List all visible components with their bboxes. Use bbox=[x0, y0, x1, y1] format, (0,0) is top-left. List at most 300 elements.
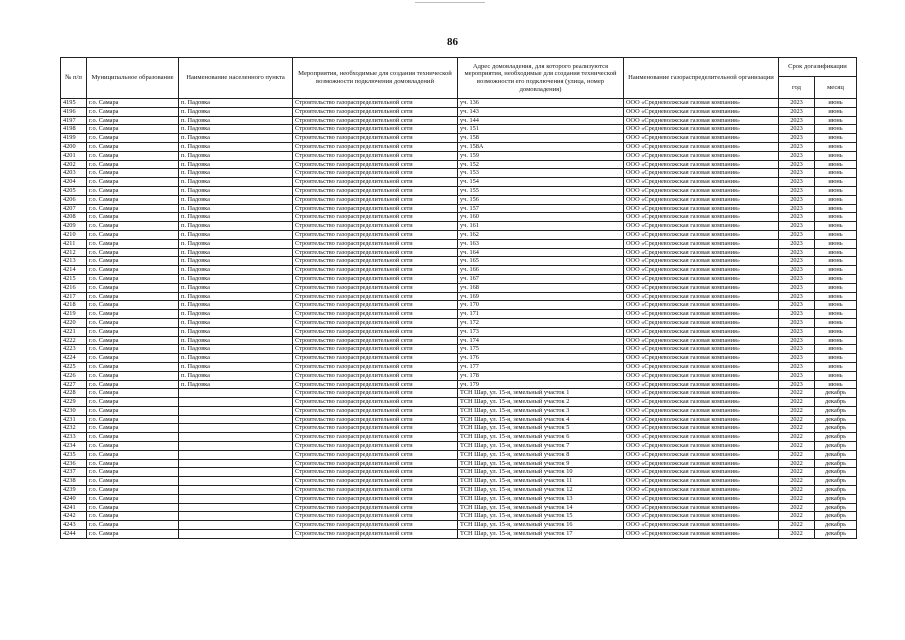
cell-settlement: п. Падовка bbox=[179, 362, 293, 371]
cell-num: 4208 bbox=[61, 213, 87, 222]
cell-month: июнь bbox=[815, 327, 857, 336]
cell-settlement: п. Падовка bbox=[179, 151, 293, 160]
cell-month: июнь bbox=[815, 160, 857, 169]
cell-year: 2023 bbox=[779, 178, 815, 187]
cell-num: 4197 bbox=[61, 116, 87, 125]
cell-municipality: г.о. Самара bbox=[87, 494, 179, 503]
cell-measure: Строительство газораспределительной сети bbox=[293, 107, 458, 116]
table-row bbox=[61, 477, 857, 486]
cell-month: июнь bbox=[815, 125, 857, 134]
cell-organization: ООО «Средневолжская газовая компания» bbox=[624, 160, 779, 169]
table-row bbox=[61, 178, 857, 187]
cell-settlement: п. Падовка bbox=[179, 230, 293, 239]
cell-month: июнь bbox=[815, 274, 857, 283]
cell-organization: ООО «Средневолжская газовая компания» bbox=[624, 494, 779, 503]
cell-month: декабрь bbox=[815, 424, 857, 433]
cell-month: июнь bbox=[815, 230, 857, 239]
cell-num: 4235 bbox=[61, 450, 87, 459]
cell-municipality: г.о. Самара bbox=[87, 283, 179, 292]
cell-month: июнь bbox=[815, 186, 857, 195]
cell-municipality: г.о. Самара bbox=[87, 398, 179, 407]
cell-settlement bbox=[179, 406, 293, 415]
cell-year: 2023 bbox=[779, 230, 815, 239]
cell-municipality: г.о. Самара bbox=[87, 274, 179, 283]
cell-municipality: г.о. Самара bbox=[87, 336, 179, 345]
cell-address: уч. 162 bbox=[458, 230, 624, 239]
cell-municipality: г.о. Самара bbox=[87, 389, 179, 398]
cell-address: уч. 155 bbox=[458, 186, 624, 195]
cell-organization: ООО «Средневолжская газовая компания» bbox=[624, 477, 779, 486]
cell-municipality: г.о. Самара bbox=[87, 257, 179, 266]
cell-year: 2022 bbox=[779, 415, 815, 424]
cell-settlement bbox=[179, 512, 293, 521]
cell-year: 2023 bbox=[779, 318, 815, 327]
cell-municipality: г.о. Самара bbox=[87, 486, 179, 495]
cell-month: июнь bbox=[815, 354, 857, 363]
cell-address: уч. 164 bbox=[458, 248, 624, 257]
cell-settlement: п. Падовка bbox=[179, 142, 293, 151]
cell-settlement: п. Падовка bbox=[179, 301, 293, 310]
cell-settlement: п. Падовка bbox=[179, 257, 293, 266]
cell-month: декабрь bbox=[815, 494, 857, 503]
header-month: месяц bbox=[815, 77, 857, 99]
cell-year: 2023 bbox=[779, 292, 815, 301]
table-row bbox=[61, 230, 857, 239]
cell-month: июнь bbox=[815, 257, 857, 266]
cell-measure: Строительство газораспределительной сети bbox=[293, 134, 458, 143]
cell-num: 4220 bbox=[61, 318, 87, 327]
cell-address: уч. 170 bbox=[458, 301, 624, 310]
cell-settlement: п. Падовка bbox=[179, 318, 293, 327]
cell-measure: Строительство газораспределительной сети bbox=[293, 151, 458, 160]
cell-organization: ООО «Средневолжская газовая компания» bbox=[624, 310, 779, 319]
cell-address: уч. 174 bbox=[458, 336, 624, 345]
cell-settlement: п. Падовка bbox=[179, 354, 293, 363]
cell-address: уч. 176 bbox=[458, 354, 624, 363]
cell-municipality: г.о. Самара bbox=[87, 345, 179, 354]
cell-measure: Строительство газораспределительной сети bbox=[293, 160, 458, 169]
cell-measure: Строительство газораспределительной сети bbox=[293, 530, 458, 539]
cell-year: 2023 bbox=[779, 160, 815, 169]
cell-measure: Строительство газораспределительной сети bbox=[293, 125, 458, 134]
cell-year: 2023 bbox=[779, 169, 815, 178]
cell-measure: Строительство газораспределительной сети bbox=[293, 195, 458, 204]
header-municipality: Муниципальное образование bbox=[87, 58, 179, 99]
cell-month: июнь bbox=[815, 116, 857, 125]
cell-municipality: г.о. Самара bbox=[87, 433, 179, 442]
cell-year: 2022 bbox=[779, 442, 815, 451]
cell-address: уч. 175 bbox=[458, 345, 624, 354]
cell-year: 2023 bbox=[779, 239, 815, 248]
cell-settlement bbox=[179, 398, 293, 407]
header-row bbox=[61, 58, 857, 77]
cell-municipality: г.о. Самара bbox=[87, 248, 179, 257]
table-row bbox=[61, 433, 857, 442]
cell-month: декабрь bbox=[815, 415, 857, 424]
cell-year: 2022 bbox=[779, 468, 815, 477]
cell-municipality: г.о. Самара bbox=[87, 239, 179, 248]
cell-year: 2022 bbox=[779, 486, 815, 495]
cell-address: ТСН Шар, ул. 15-я, земельный участок 17 bbox=[458, 530, 624, 539]
cell-organization: ООО «Средневолжская газовая компания» bbox=[624, 195, 779, 204]
table-row bbox=[61, 486, 857, 495]
cell-address: уч. 163 bbox=[458, 239, 624, 248]
cell-year: 2023 bbox=[779, 327, 815, 336]
cell-organization: ООО «Средневолжская газовая компания» bbox=[624, 530, 779, 539]
cell-municipality: г.о. Самара bbox=[87, 371, 179, 380]
cell-organization: ООО «Средневолжская газовая компания» bbox=[624, 222, 779, 231]
cell-measure: Строительство газораспределительной сети bbox=[293, 433, 458, 442]
cell-settlement bbox=[179, 486, 293, 495]
cell-year: 2023 bbox=[779, 301, 815, 310]
table-row bbox=[61, 239, 857, 248]
cell-month: декабрь bbox=[815, 459, 857, 468]
cell-year: 2023 bbox=[779, 125, 815, 134]
cell-month: июнь bbox=[815, 292, 857, 301]
cell-measure: Строительство газораспределительной сети bbox=[293, 486, 458, 495]
cell-settlement: п. Падовка bbox=[179, 186, 293, 195]
cell-municipality: г.о. Самара bbox=[87, 477, 179, 486]
cell-settlement: п. Падовка bbox=[179, 283, 293, 292]
cell-settlement: п. Падовка bbox=[179, 222, 293, 231]
cell-settlement: п. Падовка bbox=[179, 371, 293, 380]
cell-year: 2023 bbox=[779, 142, 815, 151]
cell-address: уч. 168 bbox=[458, 283, 624, 292]
cell-settlement: п. Падовка bbox=[179, 204, 293, 213]
cell-organization: ООО «Средневолжская газовая компания» bbox=[624, 125, 779, 134]
cell-organization: ООО «Средневолжская газовая компания» bbox=[624, 274, 779, 283]
cell-settlement: п. Падовка bbox=[179, 239, 293, 248]
table-row bbox=[61, 195, 857, 204]
cell-num: 4201 bbox=[61, 151, 87, 160]
cell-municipality: г.о. Самара bbox=[87, 318, 179, 327]
cell-organization: ООО «Средневолжская газовая компания» bbox=[624, 512, 779, 521]
cell-settlement bbox=[179, 415, 293, 424]
cell-year: 2023 bbox=[779, 380, 815, 389]
cell-municipality: г.о. Самара bbox=[87, 160, 179, 169]
page-number: 86 bbox=[447, 36, 458, 48]
cell-num: 4241 bbox=[61, 503, 87, 512]
cell-year: 2022 bbox=[779, 433, 815, 442]
cell-month: июнь bbox=[815, 248, 857, 257]
cell-address: ТСН Шар, ул. 15-я, земельный участок 6 bbox=[458, 433, 624, 442]
table-row bbox=[61, 521, 857, 530]
cell-month: декабрь bbox=[815, 433, 857, 442]
table-row bbox=[61, 257, 857, 266]
cell-month: декабрь bbox=[815, 477, 857, 486]
cell-address: ТСН Шар, ул. 15-я, земельный участок 10 bbox=[458, 468, 624, 477]
table-row bbox=[61, 274, 857, 283]
cell-num: 4221 bbox=[61, 327, 87, 336]
header-settlement: Наименование населенного пункта bbox=[179, 58, 293, 99]
table-row bbox=[61, 142, 857, 151]
table-row bbox=[61, 222, 857, 231]
cell-settlement bbox=[179, 477, 293, 486]
cell-year: 2022 bbox=[779, 406, 815, 415]
cell-year: 2023 bbox=[779, 222, 815, 231]
cell-measure: Строительство газораспределительной сети bbox=[293, 318, 458, 327]
cell-municipality: г.о. Самара bbox=[87, 415, 179, 424]
cell-municipality: г.о. Самара bbox=[87, 213, 179, 222]
cell-month: июнь bbox=[815, 362, 857, 371]
cell-measure: Строительство газораспределительной сети bbox=[293, 283, 458, 292]
table-row bbox=[61, 398, 857, 407]
cell-municipality: г.о. Самара bbox=[87, 116, 179, 125]
table-row bbox=[61, 380, 857, 389]
cell-municipality: г.о. Самара bbox=[87, 530, 179, 539]
cell-num: 4229 bbox=[61, 398, 87, 407]
table-row bbox=[61, 327, 857, 336]
cell-num: 4198 bbox=[61, 125, 87, 134]
cell-measure: Строительство газораспределительной сети bbox=[293, 354, 458, 363]
table-row bbox=[61, 336, 857, 345]
cell-address: уч. 166 bbox=[458, 266, 624, 275]
table-row bbox=[61, 503, 857, 512]
cell-num: 4240 bbox=[61, 494, 87, 503]
cell-month: декабрь bbox=[815, 503, 857, 512]
table-row bbox=[61, 354, 857, 363]
cell-settlement bbox=[179, 450, 293, 459]
table-row bbox=[61, 494, 857, 503]
cell-settlement: п. Падовка bbox=[179, 125, 293, 134]
cell-year: 2023 bbox=[779, 354, 815, 363]
cell-num: 4224 bbox=[61, 354, 87, 363]
cell-measure: Строительство газораспределительной сети bbox=[293, 257, 458, 266]
cell-settlement: п. Падовка bbox=[179, 99, 293, 108]
cell-municipality: г.о. Самара bbox=[87, 503, 179, 512]
cell-municipality: г.о. Самара bbox=[87, 468, 179, 477]
cell-settlement bbox=[179, 424, 293, 433]
cell-address: ТСН Шар, ул. 15-я, земельный участок 9 bbox=[458, 459, 624, 468]
cell-measure: Строительство газораспределительной сети bbox=[293, 389, 458, 398]
cell-year: 2023 bbox=[779, 186, 815, 195]
cell-organization: ООО «Средневолжская газовая компания» bbox=[624, 398, 779, 407]
cell-measure: Строительство газораспределительной сети bbox=[293, 292, 458, 301]
cell-measure: Строительство газораспределительной сети bbox=[293, 239, 458, 248]
cell-settlement bbox=[179, 389, 293, 398]
cell-num: 4223 bbox=[61, 345, 87, 354]
cell-municipality: г.о. Самара bbox=[87, 178, 179, 187]
cell-organization: ООО «Средневолжская газовая компания» bbox=[624, 380, 779, 389]
table-row bbox=[61, 318, 857, 327]
cell-settlement bbox=[179, 521, 293, 530]
cell-month: июнь bbox=[815, 336, 857, 345]
cell-address: ТСН Шар, ул. 15-я, земельный участок 16 bbox=[458, 521, 624, 530]
cell-address: уч. 152 bbox=[458, 160, 624, 169]
cell-month: декабрь bbox=[815, 521, 857, 530]
cell-address: уч. 143 bbox=[458, 107, 624, 116]
cell-municipality: г.о. Самара bbox=[87, 230, 179, 239]
cell-month: июнь bbox=[815, 195, 857, 204]
cell-year: 2023 bbox=[779, 283, 815, 292]
cell-organization: ООО «Средневолжская газовая компания» bbox=[624, 204, 779, 213]
cell-measure: Строительство газораспределительной сети bbox=[293, 169, 458, 178]
table-row bbox=[61, 371, 857, 380]
cell-settlement bbox=[179, 530, 293, 539]
table-row bbox=[61, 530, 857, 539]
cell-num: 4214 bbox=[61, 266, 87, 275]
cell-year: 2023 bbox=[779, 266, 815, 275]
table-row bbox=[61, 450, 857, 459]
cell-municipality: г.о. Самара bbox=[87, 266, 179, 275]
cell-municipality: г.о. Самара bbox=[87, 195, 179, 204]
cell-year: 2022 bbox=[779, 503, 815, 512]
cell-settlement bbox=[179, 459, 293, 468]
cell-month: июнь bbox=[815, 283, 857, 292]
cell-municipality: г.о. Самара bbox=[87, 125, 179, 134]
table-row bbox=[61, 468, 857, 477]
table-body bbox=[61, 99, 857, 539]
cell-measure: Строительство газораспределительной сети bbox=[293, 266, 458, 275]
cell-organization: ООО «Средневолжская газовая компания» bbox=[624, 107, 779, 116]
table-row bbox=[61, 169, 857, 178]
cell-organization: ООО «Средневолжская газовая компания» bbox=[624, 503, 779, 512]
cell-num: 4222 bbox=[61, 336, 87, 345]
cell-num: 4207 bbox=[61, 204, 87, 213]
cell-address: уч. 158 bbox=[458, 134, 624, 143]
cell-municipality: г.о. Самара bbox=[87, 380, 179, 389]
cell-settlement: п. Падовка bbox=[179, 380, 293, 389]
cell-settlement bbox=[179, 442, 293, 451]
cell-year: 2023 bbox=[779, 274, 815, 283]
cell-organization: ООО «Средневолжская газовая компания» bbox=[624, 169, 779, 178]
cell-year: 2023 bbox=[779, 99, 815, 108]
cell-num: 4215 bbox=[61, 274, 87, 283]
header-organization: Наименование газораспределительной организации bbox=[624, 58, 779, 99]
table-row bbox=[61, 424, 857, 433]
cell-municipality: г.о. Самара bbox=[87, 301, 179, 310]
table-row bbox=[61, 248, 857, 257]
table-row bbox=[61, 160, 857, 169]
cell-measure: Строительство газораспределительной сети bbox=[293, 345, 458, 354]
cell-organization: ООО «Средневолжская газовая компания» bbox=[624, 178, 779, 187]
cell-month: июнь bbox=[815, 345, 857, 354]
cell-month: июнь bbox=[815, 204, 857, 213]
table-row bbox=[61, 292, 857, 301]
cell-month: июнь bbox=[815, 318, 857, 327]
cell-measure: Строительство газораспределительной сети bbox=[293, 116, 458, 125]
cell-organization: ООО «Средневолжская газовая компания» bbox=[624, 371, 779, 380]
cell-organization: ООО «Средневолжская газовая компания» bbox=[624, 362, 779, 371]
cell-organization: ООО «Средневолжская газовая компания» bbox=[624, 292, 779, 301]
cell-num: 4202 bbox=[61, 160, 87, 169]
cell-address: ТСН Шар, ул. 15-я, земельный участок 7 bbox=[458, 442, 624, 451]
cell-num: 4239 bbox=[61, 486, 87, 495]
cell-measure: Строительство газораспределительной сети bbox=[293, 371, 458, 380]
cell-organization: ООО «Средневолжская газовая компания» bbox=[624, 318, 779, 327]
cell-measure: Строительство газораспределительной сети bbox=[293, 99, 458, 108]
cell-measure: Строительство газораспределительной сети bbox=[293, 362, 458, 371]
header-year: год bbox=[779, 77, 815, 99]
cell-settlement: п. Падовка bbox=[179, 169, 293, 178]
cell-measure: Строительство газораспределительной сети bbox=[293, 222, 458, 231]
table-row bbox=[61, 459, 857, 468]
cell-measure: Строительство газораспределительной сети bbox=[293, 336, 458, 345]
cell-year: 2023 bbox=[779, 257, 815, 266]
cell-settlement: п. Падовка bbox=[179, 274, 293, 283]
cell-month: июнь bbox=[815, 310, 857, 319]
cell-num: 4225 bbox=[61, 362, 87, 371]
cell-month: декабрь bbox=[815, 468, 857, 477]
cell-month: июнь bbox=[815, 142, 857, 151]
cell-municipality: г.о. Самара bbox=[87, 521, 179, 530]
cell-settlement: п. Падовка bbox=[179, 134, 293, 143]
cell-measure: Строительство газораспределительной сети bbox=[293, 503, 458, 512]
table-row bbox=[61, 213, 857, 222]
cell-measure: Строительство газораспределительной сети bbox=[293, 477, 458, 486]
cell-year: 2023 bbox=[779, 116, 815, 125]
cell-year: 2022 bbox=[779, 521, 815, 530]
cell-settlement bbox=[179, 433, 293, 442]
cell-year: 2022 bbox=[779, 494, 815, 503]
cell-measure: Строительство газораспределительной сети bbox=[293, 415, 458, 424]
cell-organization: ООО «Средневолжская газовая компания» bbox=[624, 424, 779, 433]
table-row bbox=[61, 512, 857, 521]
cell-address: уч. 151 bbox=[458, 125, 624, 134]
cell-month: декабрь bbox=[815, 389, 857, 398]
cell-municipality: г.о. Самара bbox=[87, 424, 179, 433]
cell-organization: ООО «Средневолжская газовая компания» bbox=[624, 442, 779, 451]
cell-month: июнь bbox=[815, 301, 857, 310]
cell-num: 4203 bbox=[61, 169, 87, 178]
cell-organization: ООО «Средневолжская газовая компания» bbox=[624, 521, 779, 530]
cell-measure: Строительство газораспределительной сети bbox=[293, 301, 458, 310]
cell-year: 2023 bbox=[779, 134, 815, 143]
cell-measure: Строительство газораспределительной сети bbox=[293, 327, 458, 336]
cell-year: 2022 bbox=[779, 477, 815, 486]
cell-municipality: г.о. Самара bbox=[87, 142, 179, 151]
cell-municipality: г.о. Самара bbox=[87, 99, 179, 108]
cell-measure: Строительство газораспределительной сети bbox=[293, 424, 458, 433]
cell-address: ТСН Шар, ул. 15-я, земельный участок 3 bbox=[458, 406, 624, 415]
cell-organization: ООО «Средневолжская газовая компания» bbox=[624, 327, 779, 336]
cell-month: июнь bbox=[815, 178, 857, 187]
cell-measure: Строительство газораспределительной сети bbox=[293, 310, 458, 319]
cell-address: уч. 177 bbox=[458, 362, 624, 371]
cell-month: декабрь bbox=[815, 406, 857, 415]
cell-year: 2022 bbox=[779, 512, 815, 521]
cell-address: уч. 136 bbox=[458, 99, 624, 108]
cell-organization: ООО «Средневолжская газовая компания» bbox=[624, 345, 779, 354]
cell-address: уч. 178 bbox=[458, 371, 624, 380]
cell-measure: Строительство газораспределительной сети bbox=[293, 468, 458, 477]
cell-month: декабрь bbox=[815, 450, 857, 459]
cell-month: декабрь bbox=[815, 442, 857, 451]
cell-organization: ООО «Средневолжская газовая компания» bbox=[624, 99, 779, 108]
cell-num: 4196 bbox=[61, 107, 87, 116]
cell-month: июнь bbox=[815, 169, 857, 178]
cell-num: 4243 bbox=[61, 521, 87, 530]
cell-municipality: г.о. Самара bbox=[87, 292, 179, 301]
cell-address: уч. 165 bbox=[458, 257, 624, 266]
cell-organization: ООО «Средневолжская газовая компания» bbox=[624, 239, 779, 248]
cell-address: уч. 172 bbox=[458, 318, 624, 327]
cell-municipality: г.о. Самара bbox=[87, 107, 179, 116]
cell-measure: Строительство газораспределительной сети bbox=[293, 248, 458, 257]
cell-address: уч. 157 bbox=[458, 204, 624, 213]
cell-organization: ООО «Средневолжская газовая компания» bbox=[624, 336, 779, 345]
cell-measure: Строительство газораспределительной сети bbox=[293, 186, 458, 195]
cell-municipality: г.о. Самара bbox=[87, 442, 179, 451]
cell-address: ТСН Шар, ул. 15-я, земельный участок 1 bbox=[458, 389, 624, 398]
cell-address: уч. 156 bbox=[458, 195, 624, 204]
cell-address: уч. 161 bbox=[458, 222, 624, 231]
cell-address: уч. 158А bbox=[458, 142, 624, 151]
cell-address: ТСН Шар, ул. 15-я, земельный участок 2 bbox=[458, 398, 624, 407]
table-row bbox=[61, 151, 857, 160]
cell-municipality: г.о. Самара bbox=[87, 204, 179, 213]
cell-settlement: п. Падовка bbox=[179, 292, 293, 301]
